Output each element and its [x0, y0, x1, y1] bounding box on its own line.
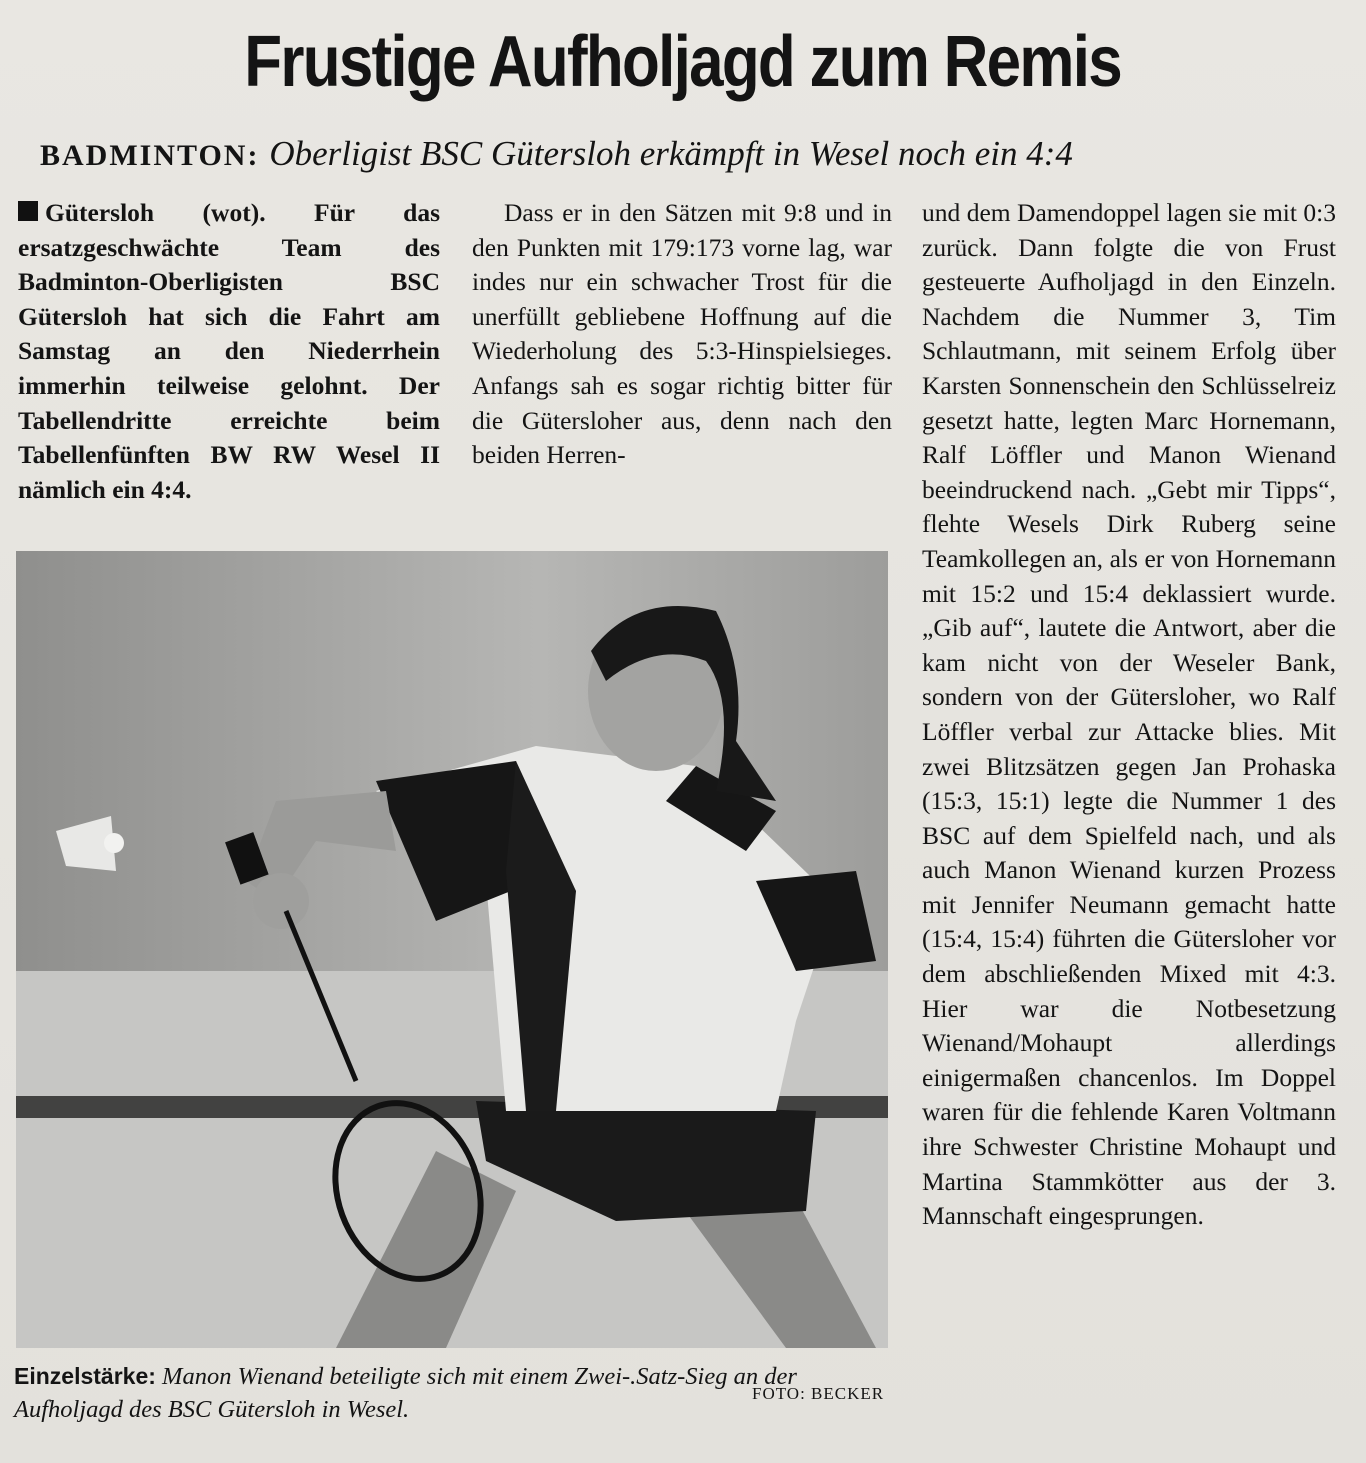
- photo-image: [16, 551, 888, 1348]
- body-text-col2: Dass er in den Sätzen mit 9:8 und in den Punkten mit 179:173 vorne lag, war indes nur ein schwacher Trost für die unerfüllt gebliebene Hoffnung auf die Wiederholung des 5:3-Hinspielsieges. Anfangs sah es sogar richtig bitter für die Gütersloher aus, denn nach den beiden Herren-: [472, 198, 892, 470]
- article-column-2: [472, 196, 892, 473]
- caption-text: Manon Wienand beteiligte sich mit einem Zwei-.Satz-Sieg an der Aufholjagd des BSC Gütersloh in Wesel.: [14, 1363, 797, 1423]
- paragraph-marker-icon: [18, 201, 38, 221]
- body-text-col3: und dem Damendoppel lagen sie mit 0:3 zurück. Dann folgte die von Frust gesteuerte Aufholjagd in den Einzeln. Nachdem die Nummer 3, Tim Schlautmann, mit seinem Erfolg über Karsten Sonnenschein den Schlüsselreiz gesetzt hatte, legten Marc Hornemann, Ralf Löffler und Manon Wienand beeindruckend nach. „Gebt mir Tipps“, flehte Wesels Dirk Ruberg seine Teamkollegen an, als er von Hornemann mit 15:2 und 15:4 deklassiert wurde. „Gib auf“, lautete die Antwort, aber die kam nicht von der Weseler Bank, sondern von der Gütersloher, wo Ralf Löffler verbal zur Attacke blies. Mit zwei Blitzsätzen gegen Jan Prohaska (15:3, 15:1) legte die Nummer 1 des BSC auf dem Spielfeld nach, und als auch Manon Wienand kurzen Prozess mit Jennifer Neumann gemacht hatte (15:4, 15:4) führten die Gütersloher vor dem abschließenden Mixed mit 4:3. Hier war die Notbesetzung Wienand/Mohaupt allerdings einigermaßen chancenlos. Im Doppel waren für die fehlende Karen Voltmann ihre Schwester Christine Mohaupt und Martina Stammkötter aus der 3. Mannschaft eingesprungen.: [922, 198, 1336, 1231]
- lead-text: Gütersloh (wot). Für das ersatzgeschwächte Team des Badminton-Oberligisten BSC Gütersloh hat sich die Fahrt am Samstag an den Niederrhein immerhin teilweise gelohnt. Der Tabellendritte erreichte beim Tabellenfünften BW RW Wesel II nämlich ein 4:4.: [18, 198, 440, 504]
- badminton-player-photo: [16, 551, 888, 1348]
- subheadline-kicker: BADMINTON:: [40, 139, 260, 172]
- article-column-3: [922, 196, 1336, 1234]
- subheadline: [40, 130, 1340, 180]
- caption-label: Einzelstärke:: [14, 1363, 156, 1389]
- headline: Frustige Aufholjagd zum Remis: [244, 22, 1121, 102]
- subheadline-text: Oberligist BSC Gütersloh erkämpft in Wesel noch ein 4:4: [269, 134, 1073, 173]
- lead-paragraph: [18, 196, 440, 507]
- photo-credit: FOTO: BECKER: [752, 1384, 885, 1403]
